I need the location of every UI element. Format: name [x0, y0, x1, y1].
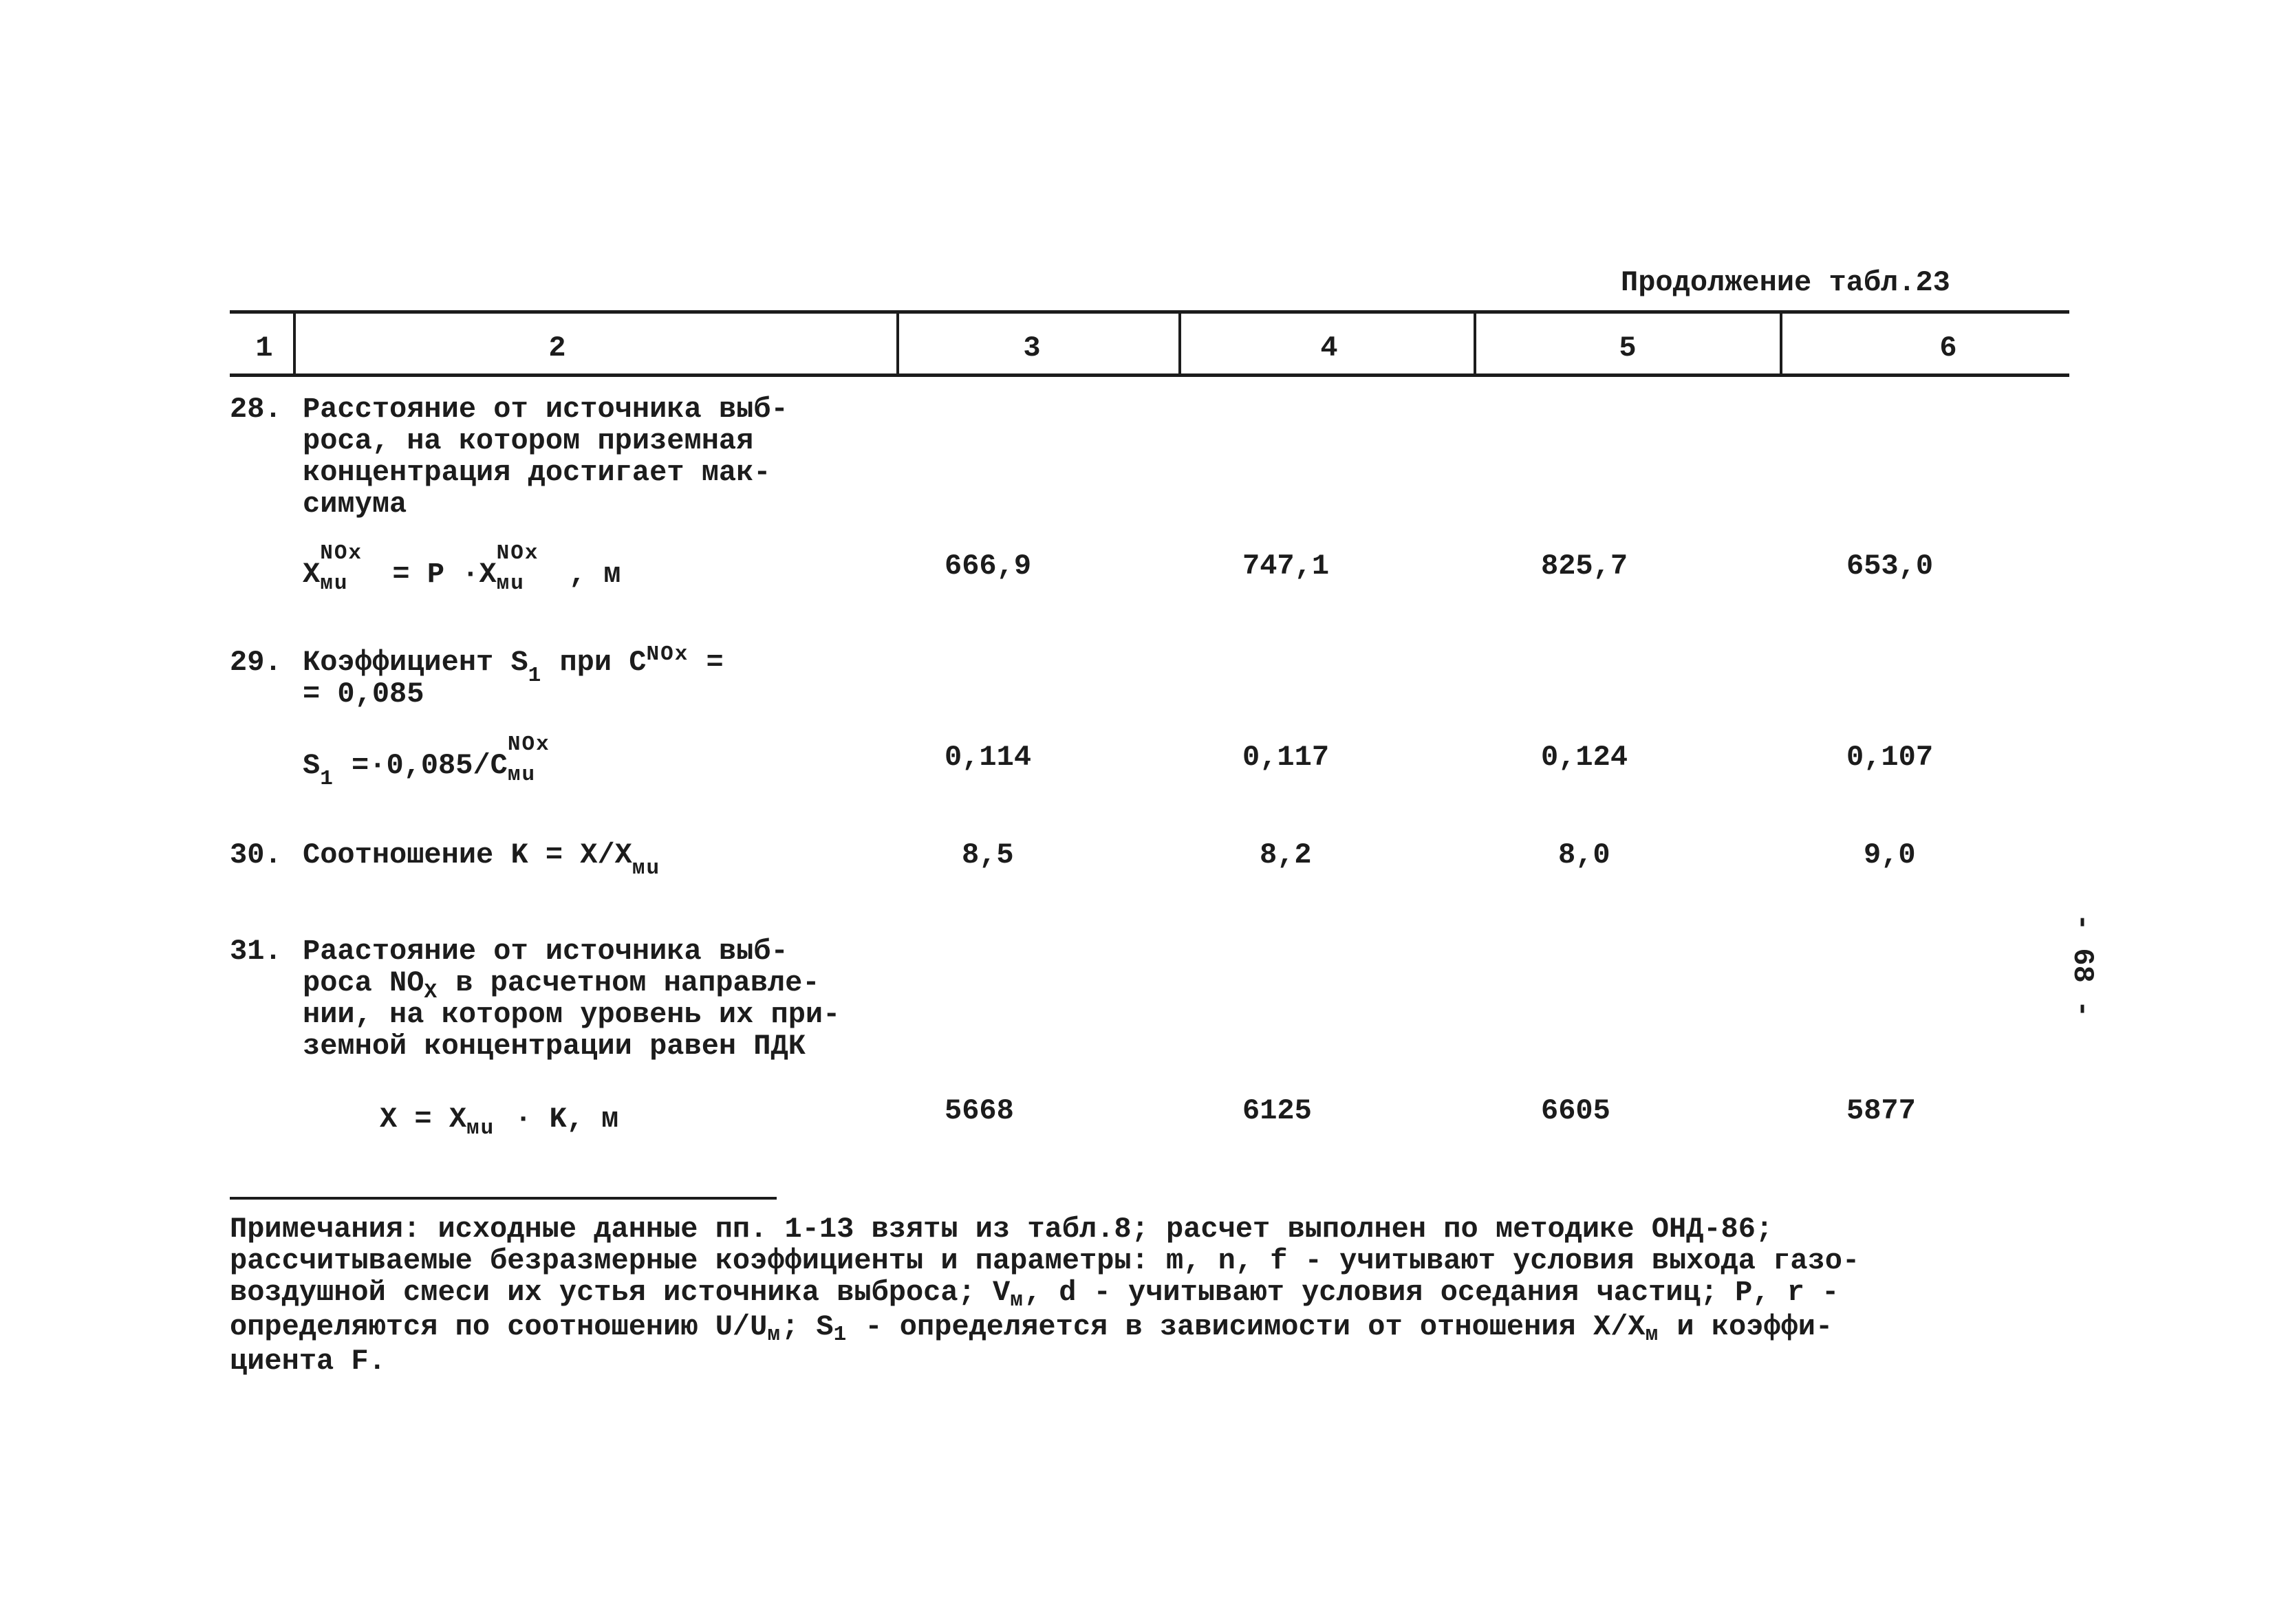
col-header-6: 6 — [1939, 332, 1957, 365]
row-29-formula: $S_1 =\cdot 0,085/C$ NOx мu — [303, 733, 550, 791]
row-28-number: 28. — [230, 393, 282, 426]
row-28-desc-1: Расстояние от источника выб- — [303, 393, 788, 426]
row-30-number: 30. — [230, 838, 282, 871]
row-30-value-6: 9,0 — [1864, 838, 1916, 871]
table-header-bottom-rule — [230, 373, 2069, 377]
row-29-desc-1: Коэффициент $S_1$ при $C^{NOx}$ = — [303, 642, 724, 688]
row-28-desc-2: роса, на котором приземная — [303, 424, 754, 457]
col-divider-2 — [896, 310, 899, 376]
row-29-value-5: 0,124 — [1541, 741, 1628, 774]
row-29-number: 29. — [230, 646, 282, 679]
row-31-number: 31. — [230, 935, 282, 968]
row-30-value-3: 8,5 — [962, 838, 1014, 871]
row-28-value-5: 825,7 — [1541, 550, 1628, 583]
row-28-formula: X NOx мu = P ·X NOx мu , м — [303, 541, 621, 596]
table-continuation-title: Продолжение табл.23 — [1621, 266, 1950, 299]
footnote-line-5: циента F. — [230, 1345, 386, 1378]
footnote-line-2: рассчитываемые безразмерные коэффициенты и параметры: m, n, f - учитывают условия выхода газо- — [230, 1244, 1860, 1277]
footnote-line-4: определяются по соотношению U/Uм; S1 - определяется в зависимости от отношения X/Xм и коэффи- — [230, 1310, 1833, 1347]
col-header-4: 4 — [1320, 332, 1338, 365]
col-header-3: 3 — [1023, 332, 1041, 365]
row-30-desc: Соотношение $K = X/X_{мu}$ — [303, 838, 661, 880]
row-28-desc-3: концентрация достигает мак- — [303, 456, 771, 489]
col-header-2: 2 — [548, 332, 566, 365]
table-top-rule — [230, 310, 2069, 314]
row-31-desc-3: нии, на котором уровень их при- — [303, 998, 841, 1031]
row-31-value-4: 6125 — [1242, 1094, 1312, 1127]
page-number: - 68 - — [2066, 913, 2099, 1018]
row-29-value-3: 0,114 — [945, 741, 1032, 774]
row-30-value-4: 8,2 — [1260, 838, 1312, 871]
row-31-formula: X = X мu · K, м — [380, 1103, 619, 1140]
col-header-1: 1 — [255, 332, 273, 365]
row-31-value-3: 5668 — [945, 1094, 1014, 1127]
row-29-desc-2: = 0,085 — [303, 678, 424, 711]
row-28-value-6: 653,0 — [1846, 550, 1934, 583]
footnote-line-1: Примечания: исходные данные пп. 1-13 взяты из табл.8; расчет выполнен по методике ОНД-86; — [230, 1213, 1773, 1246]
row-31-value-5: 6605 — [1541, 1094, 1610, 1127]
row-28-value-3: 666,9 — [945, 550, 1032, 583]
col-divider-5 — [1780, 310, 1782, 376]
row-31-desc-4: земной концентрации равен ПДК — [303, 1030, 806, 1063]
row-29-value-4: 0,117 — [1242, 741, 1330, 774]
col-header-5: 5 — [1619, 332, 1637, 365]
row-31-desc-2: роса $NO_X$ в расчетном направле- — [303, 966, 820, 1004]
footnote-separator — [230, 1197, 777, 1200]
footnote-line-3: воздушной смеси их устья источника выброса; Vм, d - учитывают условия оседания частиц; P, r - — [230, 1276, 1840, 1312]
col-divider-3 — [1178, 310, 1181, 376]
row-30-value-5: 8,0 — [1558, 838, 1610, 871]
row-28-desc-4: симума — [303, 488, 407, 521]
row-31-value-6: 5877 — [1846, 1094, 1916, 1127]
col-divider-1 — [293, 310, 296, 376]
row-28-value-4: 747,1 — [1242, 550, 1330, 583]
row-29-value-6: 0,107 — [1846, 741, 1934, 774]
footnotes — [230, 1213, 1991, 1377]
row-31-desc-1: Раастояние от источника выб- — [303, 935, 788, 968]
col-divider-4 — [1474, 310, 1476, 376]
